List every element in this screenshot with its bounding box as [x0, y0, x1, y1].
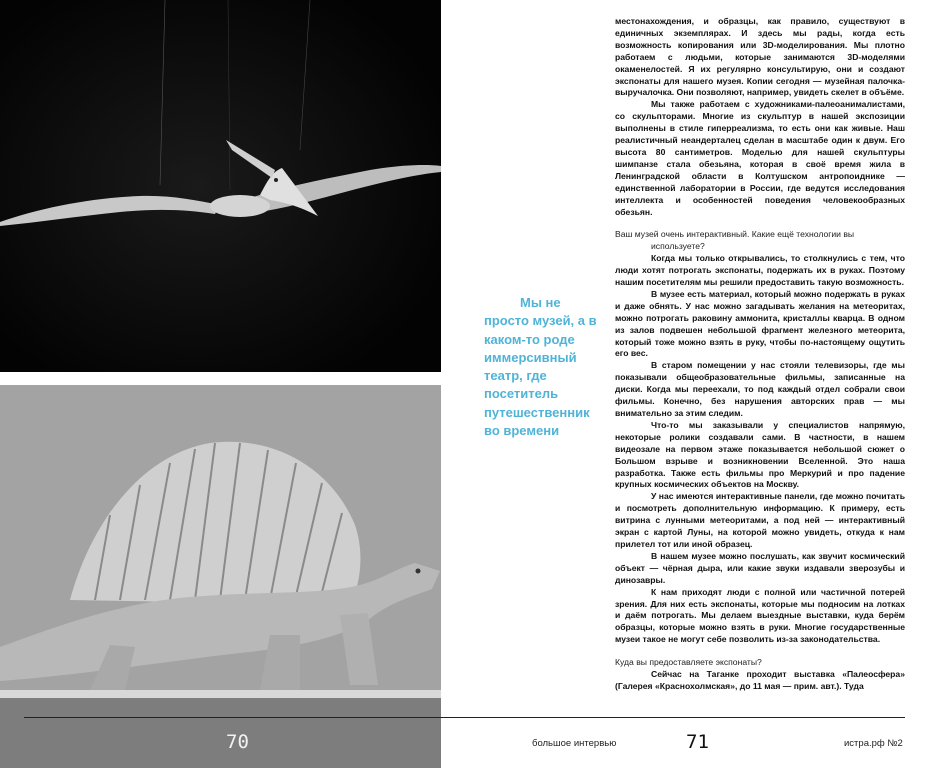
question-line: Ваш музей очень интерактивный. Какие ещё технологии вы — [615, 229, 855, 240]
paragraph: Мы также работаем с художниками-палеоанималистами, со скульпторами. Многие из скульптур в нашей экспозиции выполнены в стиле гиперреализма, то есть они как живые. Наш реалистичный неандерталец сделан в масштабе один к двум. Его высота 80 сантиметров. Моделью для нашей скульптуры шимпанзе стала обезьяна, которая в своё время жила в Ленинградской области в Колтушском антропоиднике — единственной лаборатории в России, где ведутся исследования интеллекта и особенностей поведения человекообразных обезьян. — [615, 99, 905, 217]
pterosaur-illustration — [0, 0, 441, 372]
interview-question: Куда вы предоставляете экспонаты? — [615, 657, 762, 668]
paragraph: В нашем музее можно послушать, как звучит космический объект — чёрная дыра, или какие звуки издавали зверозубы и динозавры. — [615, 550, 905, 585]
article-body — [615, 16, 905, 693]
left-page-number: 70 — [226, 731, 249, 753]
paragraph: В музее есть материал, который можно подержать в руках и даже обнять. У нас можно загадывать желания на метеоритах, можно потрогать раковину аммонита, кристаллы кварца. В одном из залов подвешен небольшой фрагмент железного метеорита, который тоже можно взять в руку, чтобы по-настоящему ощутить его вес. — [615, 288, 905, 359]
right-page-number: 71 — [686, 731, 709, 753]
pull-quote — [484, 294, 604, 440]
dimetrodon-photo — [0, 385, 441, 768]
interview-question — [615, 229, 905, 253]
paragraph: Когда мы только открывались, то столкнулись с тем, что люди хотят потрогать экспонаты, подержать их в руках. Поэтому нашим посетителям мы решили предоставить такую возможность. — [615, 253, 905, 288]
section-label: большое интервью — [532, 738, 617, 749]
dimetrodon-illustration — [0, 385, 441, 768]
paragraph: У нас имеются интерактивные панели, где можно почитать и посмотреть дополнительную информацию. К примеру, есть витрина с лунными метеоритами, а под ней — интерактивный экран с картой Луны, на которой можно увидеть, откуда к нам прилетел тот или иной образец. — [615, 491, 905, 549]
paragraph: Что-то мы заказывали у специалистов напрямую, некоторые ролики создавали сами. В частности, в нашем видеозале на первом этаже показывается небольшой сюжет о Большом взрыве и возникновении Вселенной. Это наша разработка. Также есть фильмы про Меркурий и про падение крупных космических объектов на Москву. — [615, 419, 905, 490]
paragraph: К нам приходят люди с полной или частичной потерей зрения. Для них есть экспонаты, которые мы подносим на лотках и даём потрогать. Мы делаем выездные выставки, куда берём образцы, которые можно взять в руки. Многие государственные музеи такое не могут себе позволить из-за законодательства. — [615, 586, 905, 645]
pull-quote-first-line: Мы не — [520, 295, 561, 310]
paragraph: В старом помещении у нас стояли телевизоры, где мы показывали общеобразовательные фильмы, записанные на диски. Когда мы переехали, то под каждый отдел собрали свои фильмы. Конечно, без нарушения авторских прав — мы внимательно за этим следим. — [615, 360, 905, 418]
magazine-label: истра.рф №2 — [844, 738, 903, 749]
paragraph: Сейчас на Таганке проходит выставка «Палеосфера» (Галерея «Краснохолмская», до 11 мая — прим. авт.). Туда — [615, 669, 905, 691]
footer-divider — [24, 717, 905, 718]
pull-quote-rest: просто музей, а в каком-то роде иммерсивный театр, где посетитель путешественник во времени — [484, 313, 597, 439]
question-line: используете? — [651, 241, 705, 252]
pterosaur-photo — [0, 0, 441, 372]
paragraph: местонахождения, и образцы, как правило, существуют в единичных экземплярах. И здесь мы рады, когда есть возможность копирования или 3D-моделирования. Мы плотно работаем с людьми, которые занимаются 3D-моделями окаменелостей. Я их регулярно консультирую, они и создают экспонаты для нашего музея. Копии сегодня — музейная палочка-выручалочка. Они позволяют, например, увидеть скелет в объёме. — [615, 16, 905, 98]
